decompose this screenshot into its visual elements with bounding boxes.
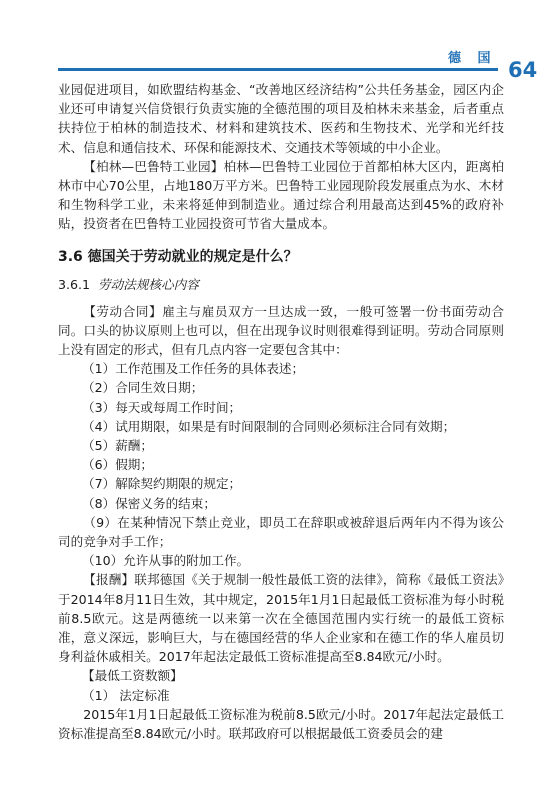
- subsection-number: 3.6.1: [58, 276, 91, 292]
- subsection-title: 劳动法规核心内容: [98, 276, 199, 292]
- paragraph-3: 【劳动合同】雇主与雇员双方一旦达成一致，一般可签署一份书面劳动合同。口头的协议原则上也可以，但在出现争议时则很难得到证明。劳动合同原则上没有固定的形式，但有几点内容一定要包含其中：: [58, 303, 504, 358]
- page-content: [58, 80, 504, 743]
- list-item: （7）解除契约期限的规定；: [82, 476, 242, 492]
- list-item: （9）在某种情况下禁止竞业，即员工在辞职或被辞退后两年内不得为该公司的竞争对手工作；: [58, 514, 504, 550]
- section-heading: 3.6 德国关于劳动就业的规定是什么？: [58, 248, 298, 265]
- paragraph-2: 【柏林—巴鲁特工业园】柏林—巴鲁特工业园位于首都柏林大区内，距离柏林市中心70公里，占地180万平方米。巴鲁特工业园现阶段发展重点为水、木材和生物科学工业，未来将延伸到制造业。通过综合利用最高达到45%的政府补贴，投资者在巴鲁特工业园投资可节省大量成本。: [58, 158, 504, 232]
- list-item: （10）允许从事的附加工作。: [82, 553, 250, 569]
- paragraph-7: 2015年1月1日起最低工资标准为税前8.5欧元/小时。2017年起法定最低工资标准提高至8.84欧元/小时。联邦政府可以根据最低工资委员会的建: [58, 706, 504, 742]
- page-number: 64: [508, 58, 538, 82]
- list-item: （3）每天或每周工作时间；: [82, 399, 242, 415]
- list-item: （8）保密义务的结束；: [82, 495, 216, 511]
- paragraph-5: 【最低工资数额】: [82, 668, 183, 684]
- list-item: （1）工作范围及工作任务的具体表述；: [82, 361, 305, 377]
- paragraph-1: 业园促进项目，如欧盟结构基金、“改善地区经济结构”公共任务基金，园区内企业还可申请复兴信贷银行负责实施的全德范围的项目及柏林未来基金，后者重点扶持位于柏林的制造技术、材料和建筑技术、医药和生物技术、光学和光纤技术、信息和通信技术、环保和能源技术、交通技术等领域的中小企业。: [58, 82, 504, 155]
- header-country: 德 国: [448, 51, 497, 66]
- list-item: （2）合同生效日期；: [82, 380, 204, 396]
- contract-items-list: [58, 359, 504, 570]
- subsection-heading: [58, 275, 504, 295]
- header-rule: [58, 68, 498, 71]
- paragraph-6: （1） 法定标准: [82, 687, 170, 703]
- paragraph-4: 【报酬】联邦德国《关于规制一般性最低工资的法律》，简称《最低工资法》于2014年8月11日生效，其中规定，2015年1月1日起最低工资标准为每小时税前8.5欧元。这是两德统一以来第一次在全德国范围内实行统一的最低工资标准，意义深远，影响巨大，与在德国经营的华人企业家和在德工作的华人雇员切身利益休戚相关。2017年起法定最低工资标准提高至8.84欧元/小时。: [58, 572, 504, 665]
- list-item: （5）薪酬；: [82, 438, 153, 454]
- list-item: （4）试用期限，如果是有时间限制的合同则必须标注合同有效期；: [82, 418, 456, 434]
- list-item: （6）假期；: [82, 457, 153, 473]
